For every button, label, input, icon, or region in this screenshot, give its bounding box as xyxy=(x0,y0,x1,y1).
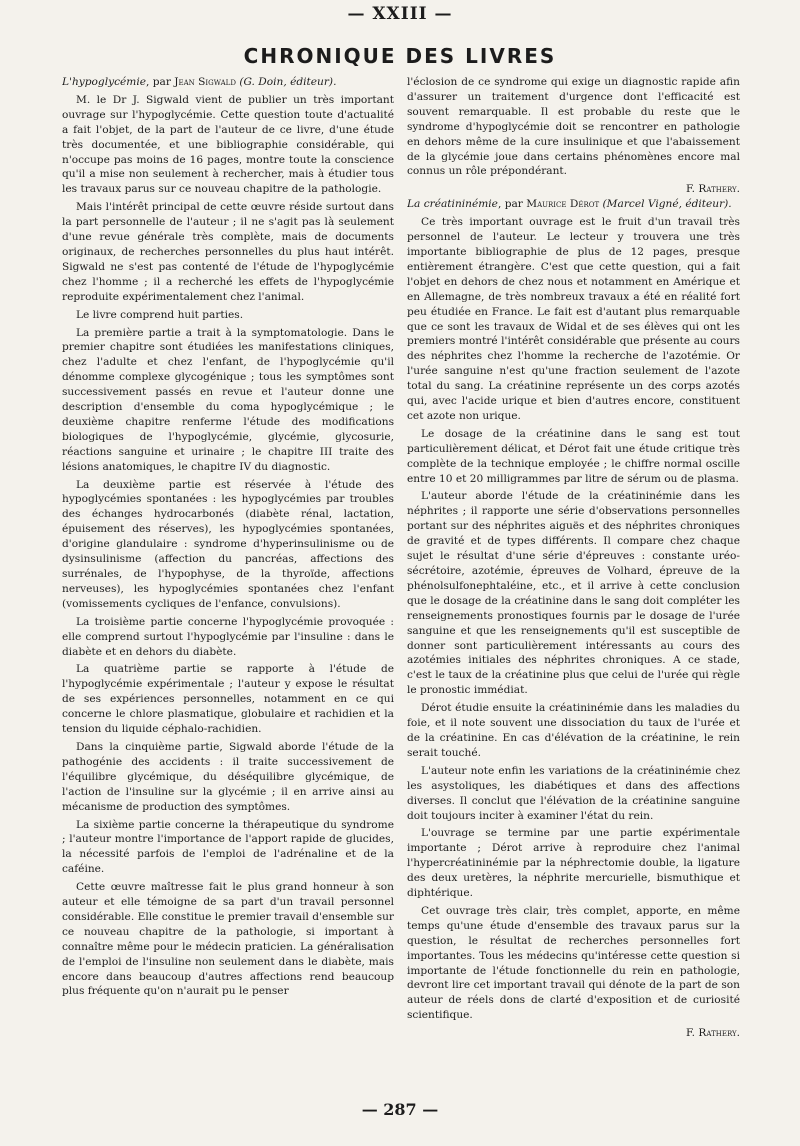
review2-book-title: La créatininémie xyxy=(407,198,498,211)
review1-paragraph: Dans la cinquième partie, Sigwald aborde l'étude de la pathogénie des accidents : il traite successivement de l'équilibre glycémique, du déséquilibre glycémique, de l'action de l'insuline sur la glycémie ; il en arrive ainsi au mécanisme de production des symptômes. xyxy=(62,740,394,813)
review1-paragraph: La deuxième partie est réservée à l'étude des hypoglycémies spontanées : les hypoglycémies par troubles des échanges hydrocarbonés (diabète rénal, lactation, épuisement des réserves), les hypoglycémies spontanées, d'origine glandulaire : syndrome d'hyperinsulinisme ou de dysinsulinisme (affection du pancréas, affections des surrénales, de l'hypophyse, de la thyroïde, affections nerveuses), les hypoglycémies spontanées chez l'enfant (vomissements cycliques de l'enfance, convulsions). xyxy=(62,478,394,610)
review2-paragraph: L'auteur aborde l'étude de la créatininémie dans les néphrites ; il rapporte une série d'observations personnelles portant sur des néphrites aiguës et des néphrites chroniques de gravité et de types différents. Il compare chez chaque sujet le résultat d'une série d'épreuves : constante uréo-sécrétoire, azotémie, épreuves de Volhard, épreuve de la phénolsulfonephtaléine, etc., et il arrive à cette conclusion que le dosage de la créatinine dans le sang doit compléter les renseignements pronostiques fournis par le dosage de l'urée sanguine et que les renseignements qu'il est susceptible de donner sont particulièrement intéressants au cours des azotémies initiales des néphrites chroniques. A ce stade, c'est le taux de la créatinine plus que celui de l'urée qui règle le pronostic immédiat. xyxy=(407,490,740,697)
review1-signature: F. Rathery. xyxy=(685,183,740,196)
review1-book-title: L'hypoglycémie xyxy=(62,76,146,88)
review2-paragraph: Ce très important ouvrage est le fruit d'un travail très personnel de l'auteur. Le lecteur y trouvera une très importante bibliographie de plus de 12 pages, presque entièrement étrangère. C'est que cette question, qui a fait l'objet en dehors de chez nous et notamment en Amérique et en Allemagne, de très nombreux travaux a été en réalité fort peu étudiée en France. Le fait est d'autant plus remarquable que ce sont les travaux de Widal et de ses élèves qui ont les premiers montré l'intérêt considérable que présente au cours des néphrites chez l'homme la recherche de l'azotémie. Or l'urée sanguine n'est qu'une fraction seulement de l'azote total du sang. La créatinine représente un des corps azotés qui, avec l'acide urique et bien d'autres encore, constituent cet azote non urique. xyxy=(407,216,740,422)
review2-paragraph: L'auteur note enfin les variations de la créatininémie chez les asystoliques, les diabétiques et dans des affections diverses. Il conclut que l'élévation de la créatinine sanguine doit toujours inciter à examiner l'état du rein. xyxy=(407,764,740,822)
review1-paragraph: La quatrième partie se rapporte à l'étude de l'hypoglycémie expérimentale ; l'auteur y expose le résultat de ses expériences personnelles, notamment en ce qui concerne le chlore plasmatique, globulaire et rachidien et la tension du liquide céphalo-rachidien. xyxy=(62,663,394,736)
review1-publisher: (G. Doin, éditeur). xyxy=(239,76,337,88)
review2-by: , par xyxy=(497,198,527,211)
review1-heading xyxy=(62,75,394,90)
review2-paragraph: Dérot étudie ensuite la créatininémie dans les maladies du foie, et il note souvent une dissociation du taux de l'urée et de la créatinine. En cas d'élévation de la créatinine, le rein serait touché. xyxy=(407,702,740,759)
roman-numeral: — XXIII — xyxy=(347,4,453,24)
review1-paragraph: Mais l'intérêt principal de cette œuvre réside surtout dans la part personnelle de l'auteur ; il ne s'agit pas là seulement d'une revue générale très complète, mais de documents originaux, de recherches personnelles du plus haut intérêt. Sigwald ne s'est pas contenté de l'étude de l'hypoglycémie chez l'homme ; il a recherché les effets de l'hypoglycémie reproduite expérimentalement chez l'animal. xyxy=(62,201,394,303)
page-number: — 287 — xyxy=(361,1100,439,1119)
review2-publisher: (Marcel Vigné, éditeur). xyxy=(602,198,732,211)
review1-paragraph: La sixième partie concerne la thérapeutique du syndrome ; l'auteur montre l'importance de l'apport rapide de glucides, la nécessité parfois de l'emploi de l'adrénaline et de la caféine. xyxy=(62,818,394,876)
review1-author: Jean Sigwald xyxy=(174,76,236,88)
left-column xyxy=(62,75,394,1090)
review2-paragraph: Le dosage de la créatinine dans le sang est tout particulièrement délicat, et Dérot fait une étude critique très complète de la technique employée ; le chiffre normal oscille entre 10 et 20 milligrammes par litre de sérum ou de plasma. xyxy=(407,427,740,485)
section-title: CHRONIQUE DES LIVRES xyxy=(243,44,557,68)
review1-paragraph: La première partie a trait à la symptomatologie. Dans le premier chapitre sont étudiées les manifestations cliniques, chez l'adulte et chez l'enfant, de l'hypoglycémie qu'il dénomme complexe glycogénique ; tous les symptômes sont successivement passés en revue et l'auteur donne une description d'ensemble du coma hypoglycémique ; le deuxième chapitre renferme l'étude des modifications biologiques de l'hypoglycémie, glycémie, glycosurie, réactions sanguine et urinaire ; le chapitre III traite des lésions anatomiques, le chapitre IV du diagnostic. xyxy=(62,326,394,473)
review1-paragraph: La troisième partie concerne l'hypoglycémie provoquée : elle comprend surtout l'hypoglycémie par l'insuline : dans le diabète et en dehors du diabète. xyxy=(62,615,394,658)
review1-by: , par xyxy=(145,76,175,88)
review1-paragraph: M. le Dr J. Sigwald vient de publier un très important ouvrage sur l'hypoglycémie. Cette question toute d'actualité a fait l'objet, de la part de l'auteur de ce livre, d'une étude très documentée, et une bibliographie considérable, qui n'occupe pas moins de 16 pages, montre toute la conscience qu'il a mise non seulement à rechercher, mais à étudier tous les travaux parus sur ce nouveau chapitre de la pathologie. xyxy=(62,93,394,196)
review1-paragraph: l'éclosion de ce syndrome qui exige un diagnostic rapide afin d'assurer un traitement d'urgence dont l'efficacité est souvent remarquable. Il est probable du reste que le syndrome d'hypoglycémie doit se rencontrer en pathologie en dehors même de la cure insulinique et que l'abaissement de la glycémie joue dans certains phénomènes encore mal connus un rôle prépondérant. xyxy=(407,76,740,178)
review2-author: Maurice Dérot xyxy=(526,198,600,211)
review1-paragraph: Cette œuvre maîtresse fait le plus grand honneur à son auteur et elle témoigne de sa part d'un travail personnel considérable. Elle constitue le premier travail d'ensemble sur ce nouveau chapitre de la pathologie, si important à connaître même pour le médecin praticien. La généralisation de l'emploi de l'insuline non seulement dans le diabète, mais encore dans beaucoup d'autres affections rend beaucoup plus fréquente qu'on n'aurait pu le penser xyxy=(62,881,394,998)
review2-signature: F. Rathery. xyxy=(685,1027,740,1040)
right-column xyxy=(407,75,740,1090)
review2-paragraph: Cet ouvrage très clair, très complet, apporte, en même temps qu'une étude d'ensemble des travaux parus sur la question, le résultat de recherches personnelles fort importantes. Tous les médecins qu'intéresse cette question si importante de l'étude fonctionnelle du rein en pathologie, devront lire cet important travail qui dénote de la part de son auteur de réels dons de clarté d'exposition et de curiosité scientifique. xyxy=(407,904,740,1022)
review1-paragraph: Le livre comprend huit parties. xyxy=(76,308,244,321)
review2-heading xyxy=(407,197,740,212)
review2-paragraph: L'ouvrage se termine par une partie expérimentale importante ; Dérot arrive à reproduire chez l'animal l'hypercréatininémie par la néphrectomie double, la ligature des deux uretères, la néphrite mercurielle, bismuthique et diphtérique. xyxy=(407,827,740,900)
